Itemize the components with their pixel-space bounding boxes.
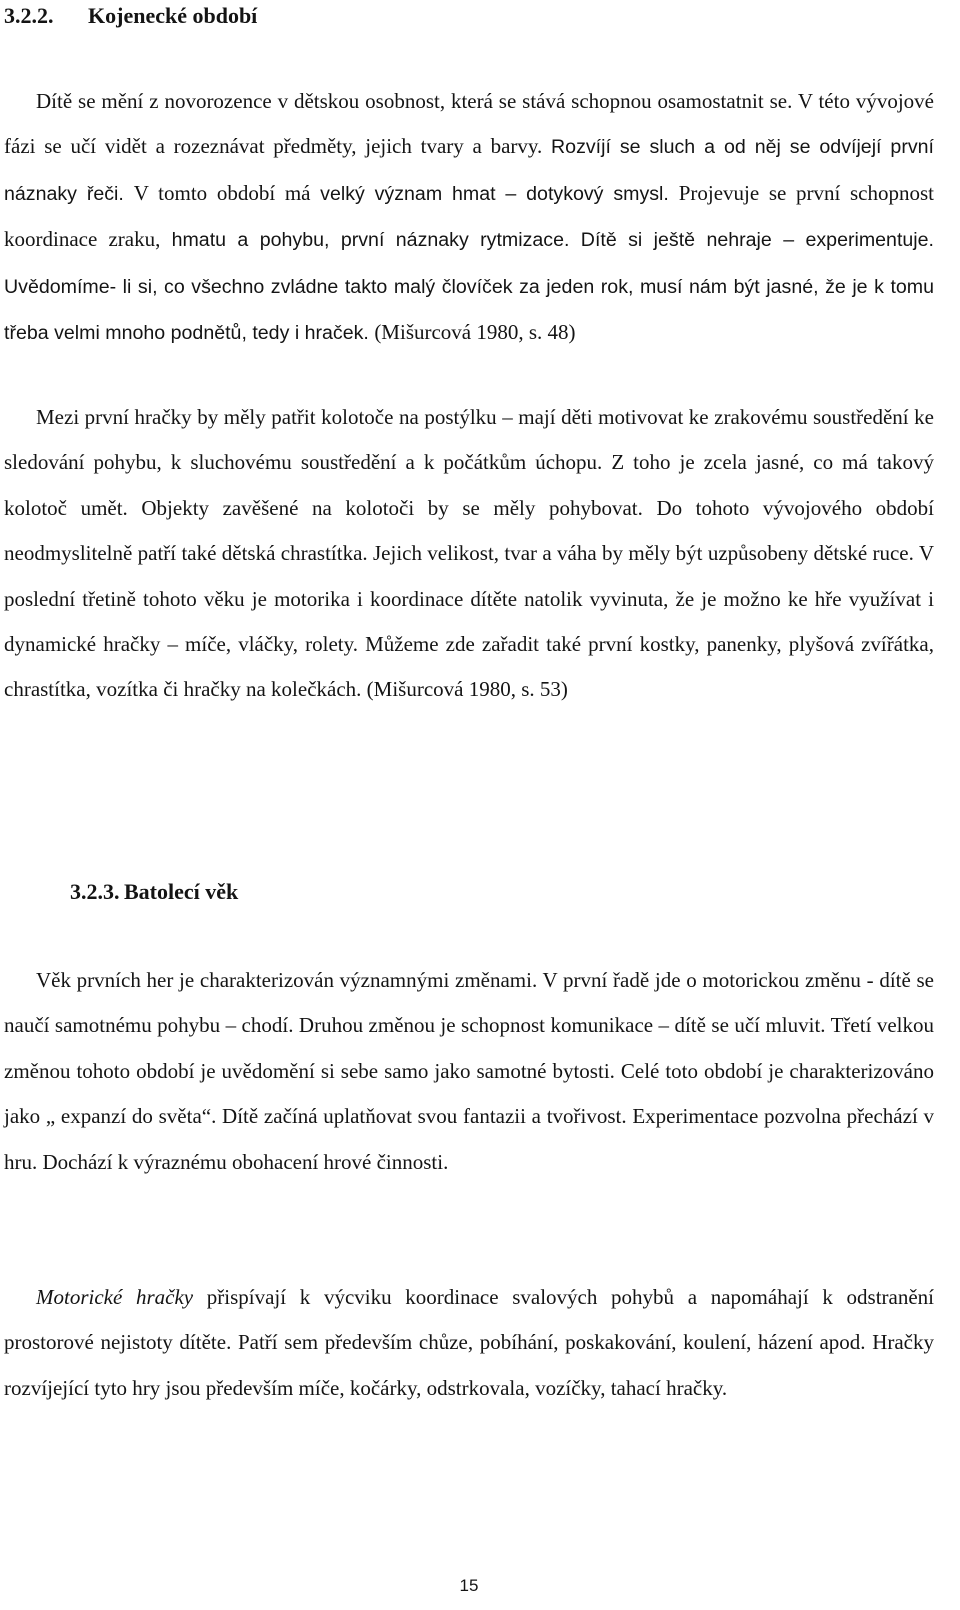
text-run: hmatu a pohybu, první náznaky rytmizace. Dítě si ještě nehraje – experimentuje. Uvědomíme- li si, co všechno zvládne takto malý človíček za jeden rok, musí nám být jasné, že je k tomu třeba velmi mnoho podnětů, tedy i hraček.: [4, 229, 934, 345]
section-heading-batoleci: [70, 878, 238, 906]
text-run: Dítě se mění z novorozence v dětskou osobnost, která se stává schopnou osamostatnit se. V této vývojové fázi se učí vidět a rozeznávat předměty, jejich tvary a barvy.: [4, 89, 934, 159]
section-title: Batolecí věk: [124, 879, 239, 904]
paragraph-batoleci-2: [4, 1275, 934, 1411]
emphasized-term: Motorické hračky: [36, 1285, 194, 1309]
paragraph-kojenecke-2: Mezi první hračky by měly patřit kolotoče na postýlku – mají děti motivovat ke zrakovému soustředění ke sledování pohybu, k sluchovému soustředění a k počátkům úchopu. Z toho je zcela jasné, co má takový kolotoč umět. Objekty zavěšené na kolotoči by se měly pohybovat. Do tohoto vývojového období neodmyslitelně patří také dětská chrastítka. Jejich velikost, tvar a váha by měly být uzpůsobeny dětské ruce. V poslední třetině tohoto věku je motorika i koordinace dítěte natolik vyvinuta, že je možno ke hře využívat i dynamické hračky – míče, vláčky, rolety. Můžeme zde zařadit také první kostky, panenky, plyšová zvířátka, chrastítka, vozítka či hračky na kolečkách. (Mišurcová 1980, s. 53): [4, 405, 934, 702]
paragraph-batoleci-1: Věk prvních her je charakterizován významnými změnami. V první řadě jde o motorickou změnu - dítě se naučí samotnému pohybu – chodí. Druhou změnou je schopnost komunikace – dítě se učí mluvit. Třetí velkou změnou tohoto období je uvědomění si sebe samo jako samotné bytosti. Celé toto období je charakterizováno jako „ expanzí do světa“. Dítě začíná uplatňovat svou fantazii a tvořivost. Experimentace pozvolna přechází v hru. Dochází k výraznému obohacení hrové činnosti.: [4, 968, 934, 1174]
text-run: Projevuje se první schopnost koordinace zraku,: [4, 180, 934, 252]
section-title: Kojenecké období: [88, 3, 258, 28]
section-number: 3.2.2.: [4, 3, 54, 28]
section-heading-kojenecke: [4, 2, 257, 30]
section-number: 3.2.3.: [70, 879, 120, 904]
text-run: velký význam hmat – dotykový smysl.: [320, 182, 679, 205]
text-run: Rozvíjí se sluch a od něj se odvíjejí první náznaky řeči.: [4, 136, 934, 205]
text-run: přispívají k výcviku koordinace svalových pohybů a napomáhají k odstranění prostorové nejistoty dítěte. Patří sem především chůze, pobíhání, poskakování, koulení, házení apod. Hračky rozvíjející tyto hry jsou především míče, kočárky, odstrkovala, vozíčky, tahací hračky.: [4, 1285, 934, 1400]
paragraph-kojenecke-1: [4, 79, 934, 356]
text-run: V tomto období má: [133, 180, 321, 205]
page-number: 15: [459, 1576, 479, 1595]
citation: (Mišurcová 1980, s. 48): [374, 320, 576, 345]
